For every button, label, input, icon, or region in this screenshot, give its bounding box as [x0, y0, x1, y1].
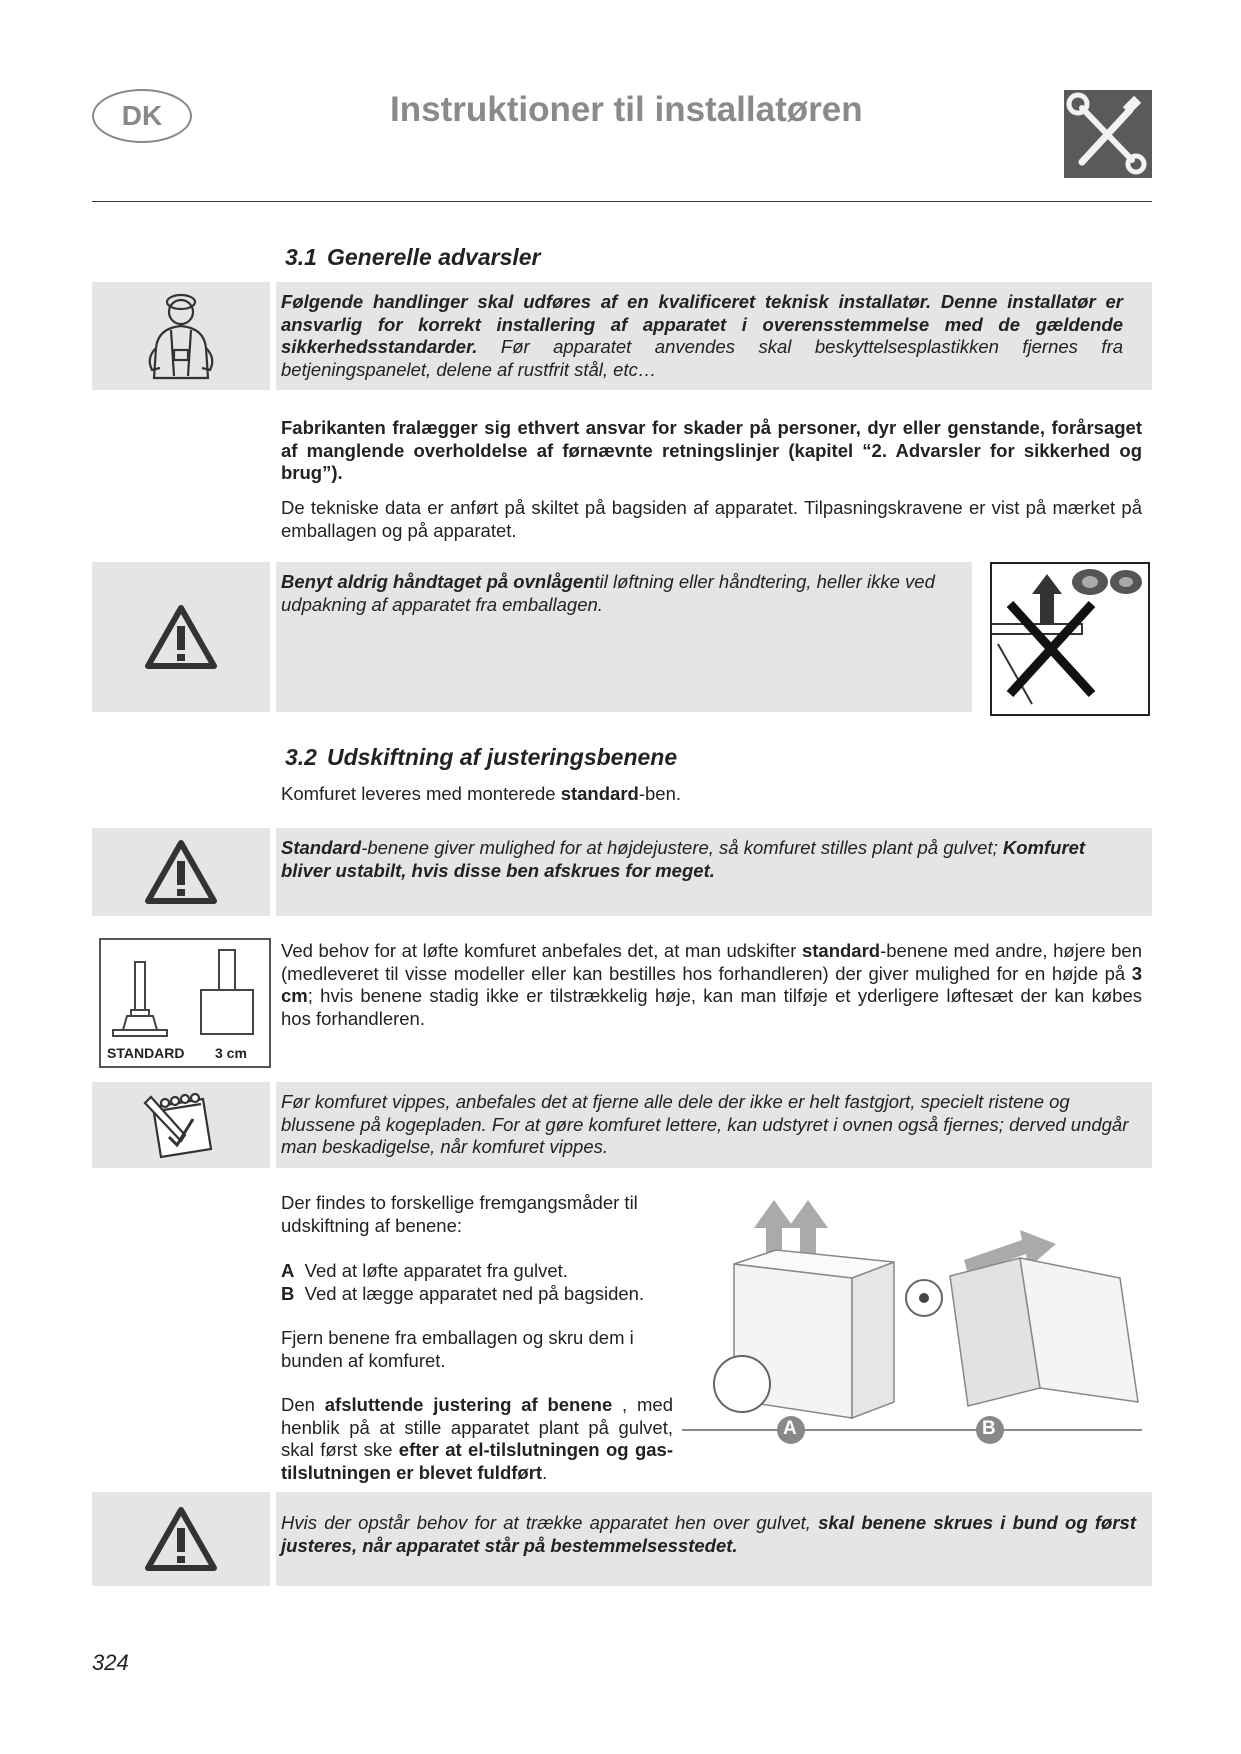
- no-handle-lifting-image: [990, 562, 1150, 716]
- section-3-2-title: 3.2 Udskiftning af justeringsbenene: [285, 744, 678, 770]
- leg-replacement-diagram: [682, 1188, 1152, 1454]
- warning-figure: [92, 562, 270, 712]
- diagram-label-b: B: [982, 1418, 996, 1439]
- 3cm-leg-label: 3 cm: [215, 1045, 247, 1061]
- method-b: B Ved at lægge apparatet ned på bagsiden.: [281, 1283, 645, 1304]
- standard-legs-intro: Komfuret leveres med monterede standard-ben.: [281, 783, 681, 804]
- final-adjustment-paragraph: Den afsluttende justering af benene , med henblik på at stille apparatet plant på gulvet, skal først ske efter at el-tilslutningen og gas-tilslutningen er blevet fuldført.: [281, 1394, 673, 1483]
- page-header-title: Instruktioner til installatøren: [390, 90, 863, 129]
- method-a: A Ved at løfte apparatet fra gulvet.: [281, 1260, 568, 1281]
- notepad-pencil-icon: [141, 1089, 221, 1161]
- standard-legs-warning-box: Standard-benene giver mulighed for at højdejustere, så komfuret stilles plant på gulvet; Komfuret bliver ustabilt, hvis disse ben afskrues for meget.: [276, 828, 1152, 916]
- warning-figure: [92, 828, 270, 916]
- technical-data-paragraph: De tekniske data er anført på skiltet på bagsiden af apparatet. Tilpasningskravene er vist på mærket på emballagen og på apparatet.: [281, 497, 1142, 541]
- diagram-label-a: A: [783, 1418, 797, 1439]
- oven-door-warning-box: Benyt aldrig håndtaget på ovnlågentil løftning eller håndtering, heller ikke ved udpakning af apparatet fra emballagen.: [276, 562, 972, 712]
- installer-icon: [136, 288, 226, 384]
- page-number: 324: [92, 1650, 129, 1675]
- country-badge: DK: [92, 89, 192, 143]
- section-3-1-title: 3.1 Generelle advarsler: [285, 244, 541, 270]
- tools-icon: [1064, 90, 1152, 178]
- standard-leg-label: STANDARD: [107, 1045, 185, 1061]
- note-figure: [92, 1082, 270, 1168]
- qualified-installer-box: Følgende handlinger skal udføres af en kvalificeret teknisk installatør. Denne installatør er ansvarlig for korrekt installering af apparatet i overensstemmelse med de gældende sikkerhedsstandarder. Før apparatet anvendes skal beskyttelsesplastikken fjernes fra betjeningspanelet, delene af rustfrit stål, etc…: [276, 282, 1152, 390]
- drag-warning-box: Hvis der opstår behov for at trække apparatet hen over gulvet, skal benene skrues i bund og først justeres, når apparatet står på bestemmelsesstedet.: [276, 1492, 1152, 1586]
- warning-triangle-icon: [144, 839, 218, 905]
- warning-triangle-icon: [144, 604, 218, 670]
- higher-legs-paragraph: Ved behov for at løfte komfuret anbefales det, at man udskifter standard-benene med andre, højere ben (medleveret til visse modeller eller kan bestilles hos forhandleren) der giver mulighed for en højde på 3 cm; hvis benene stadig ikke er tilstrækkelig høje, kan man tilføje et yderligere løftesæt der kan købes hos forhandleren.: [281, 940, 1143, 1029]
- methods-intro: Der findes to forskellige fremgangsmåder til udskiftning af benene:: [281, 1192, 638, 1236]
- installer-figure: [92, 282, 270, 390]
- remove-legs-paragraph: Fjern benene fra emballagen og skru dem i bunden af komfuret.: [281, 1327, 634, 1371]
- legs-illustration: [101, 940, 269, 1044]
- tilt-note-box: Før komfuret vippes, anbefales det at fjerne alle dele der ikke er helt fastgjort, specielt ristene og blussene på kogepladen. For at gøre komfuret lettere, kan udstyret i ovnen også fjernes; derved undgår man beskadigelse, når komfuret vippes.: [276, 1082, 1152, 1168]
- warning-figure: [92, 1492, 270, 1586]
- header-divider: [92, 201, 1152, 202]
- warning-triangle-icon: [144, 1506, 218, 1572]
- liability-paragraph: Fabrikanten fralægger sig ethvert ansvar for skader på personer, dyr eller genstande, forårsaget af manglende overholdelse af førnævnte retningslinjer (kapitel “2. Advarsler for sikkerhed og brug”).: [281, 417, 1142, 483]
- legs-figure: [99, 938, 271, 1068]
